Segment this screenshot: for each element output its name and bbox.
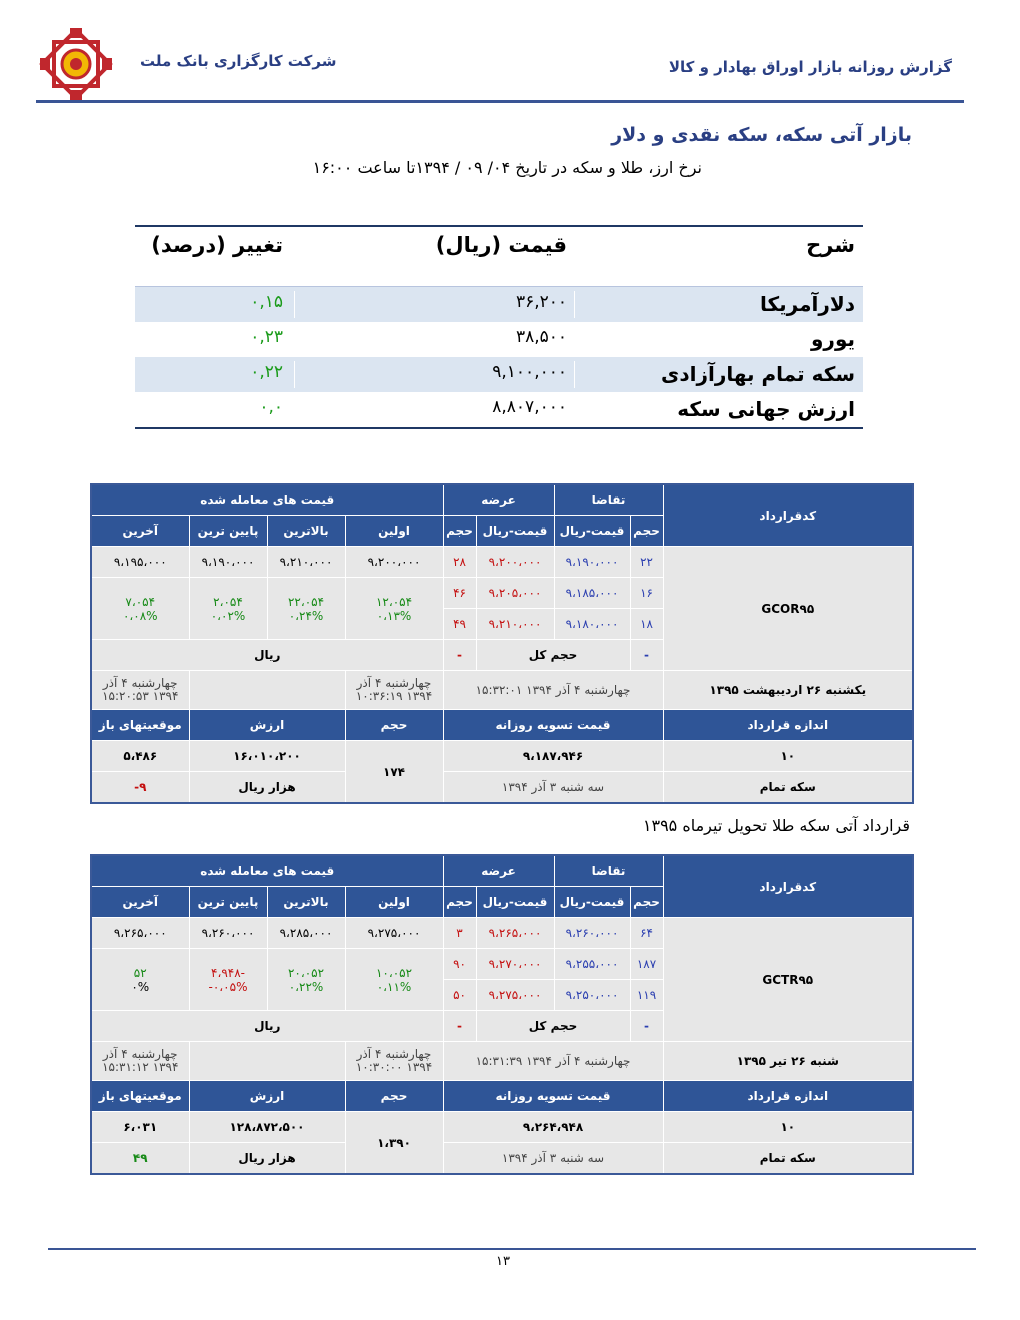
change-first: ۱۲،۰۵۴ ۰،۱۳% bbox=[345, 578, 443, 640]
row-name: دلارآمریکا bbox=[760, 292, 855, 316]
price-high: ۹،۲۸۵،۰۰۰ bbox=[267, 918, 345, 949]
contract-unit: سکه تمام bbox=[663, 772, 913, 804]
row-change: ۰,۲۲ bbox=[250, 362, 283, 382]
price-last: ۹،۲۶۵،۰۰۰ bbox=[91, 918, 189, 949]
row-change: ۰,۱۵ bbox=[250, 292, 283, 312]
orderbook-timestamp: چهارشنبه ۴ آذر ۱۳۹۴ ۱۵:۳۲:۰۱ bbox=[443, 671, 663, 710]
header-lowest: پایین ترین bbox=[189, 887, 267, 918]
total-volume-demand: - bbox=[630, 1011, 663, 1042]
header-change: تغییر (درصد) bbox=[151, 233, 283, 257]
header-description: شرح bbox=[806, 233, 855, 257]
empty-cell bbox=[189, 1042, 345, 1081]
header-supply-price: قیمت-ریال bbox=[476, 516, 554, 547]
section-title: بازار آتی سکه، سکه نقدی و دلار bbox=[611, 124, 912, 146]
total-volume-demand: - bbox=[630, 640, 663, 671]
change-last: ۷،۰۵۴ ۰،۰۸% bbox=[91, 578, 189, 640]
supply-volume: ۴۶ bbox=[443, 578, 476, 609]
demand-price: ۹،۲۶۰،۰۰۰ bbox=[554, 918, 630, 949]
traded-volume: ۱،۳۹۰ bbox=[345, 1112, 443, 1175]
summary-row bbox=[135, 322, 863, 357]
supply-volume: ۵۰ bbox=[443, 980, 476, 1011]
header-demand: تقاضا bbox=[554, 855, 663, 887]
change-first: ۱۰،۰۵۲ ۰،۱۱% bbox=[345, 949, 443, 1011]
header-last: آخرین bbox=[91, 887, 189, 918]
header-lowest: پایین ترین bbox=[189, 516, 267, 547]
header-price: قیمت (ریال) bbox=[435, 233, 567, 257]
supply-volume: ۲۸ bbox=[443, 547, 476, 578]
supply-price: ۹،۲۷۵،۰۰۰ bbox=[476, 980, 554, 1011]
row-name: سکه تمام بهارآزادی bbox=[661, 362, 855, 386]
empty-cell bbox=[189, 671, 345, 710]
delivery-date: یکشنبه ۲۶ اردیبهشت ۱۳۹۵ bbox=[663, 671, 913, 710]
header-supply: عرضه bbox=[443, 484, 554, 516]
total-volume-label: حجم کل bbox=[476, 640, 630, 671]
report-title: گزارش روزانه بازار اوراق بهادار و کالا bbox=[668, 58, 952, 76]
currency-label: ریال bbox=[91, 640, 443, 671]
header-demand-price: قیمت-ریال bbox=[554, 887, 630, 918]
change-high: ۲۰،۰۵۲ ۰،۲۲% bbox=[267, 949, 345, 1011]
price-low: ۹،۲۶۰،۰۰۰ bbox=[189, 918, 267, 949]
header-contract-code: کدقرارداد bbox=[663, 855, 913, 918]
change-low: ۲،۰۵۴ ۰،۰۲% bbox=[189, 578, 267, 640]
demand-price: ۹،۲۵۰،۰۰۰ bbox=[554, 980, 630, 1011]
demand-price: ۹،۲۵۵،۰۰۰ bbox=[554, 949, 630, 980]
price-first: ۹،۲۷۵،۰۰۰ bbox=[345, 918, 443, 949]
supply-price: ۹،۲۰۵،۰۰۰ bbox=[476, 578, 554, 609]
change-low: -۴،۹۴۸ ۰،۰۵%- bbox=[189, 949, 267, 1011]
value-unit: هزار ریال bbox=[189, 772, 345, 804]
header-demand-volume: حجم bbox=[630, 516, 663, 547]
row-name: یورو bbox=[811, 327, 855, 351]
row-price: ۸,۸۰۷,۰۰۰ bbox=[492, 397, 567, 417]
price-high: ۹،۲۱۰،۰۰۰ bbox=[267, 547, 345, 578]
price-low: ۹،۱۹۰،۰۰۰ bbox=[189, 547, 267, 578]
summary-row bbox=[135, 357, 863, 392]
row-change: ۰,۰ bbox=[259, 397, 283, 417]
header-supply-volume: حجم bbox=[443, 516, 476, 547]
total-volume-supply: - bbox=[443, 1011, 476, 1042]
contract-size: ۱۰ bbox=[663, 741, 913, 772]
header-first: اولین bbox=[345, 516, 443, 547]
header-contract-size: اندازه قرارداد bbox=[663, 1081, 913, 1112]
contract-table-gctr95 bbox=[90, 854, 914, 1175]
row-change: ۰,۲۳ bbox=[250, 327, 283, 347]
demand-volume: ۱۱۹ bbox=[630, 980, 663, 1011]
supply-volume: ۴۹ bbox=[443, 609, 476, 640]
header-supply-price: قیمت-ریال bbox=[476, 887, 554, 918]
first-timestamp: چهارشنبه ۴ آذر ۱۳۹۴ ۱۰:۳۰:۰۰ bbox=[345, 1042, 443, 1081]
settlement-date: سه شنبه ۳ آذر ۱۳۹۴ bbox=[443, 1143, 663, 1175]
footer-divider bbox=[48, 1248, 976, 1250]
supply-volume: ۳ bbox=[443, 918, 476, 949]
row-price: ۹,۱۰۰,۰۰۰ bbox=[492, 362, 567, 382]
header-contract-size: اندازه قرارداد bbox=[663, 710, 913, 741]
page-number: ۱۳ bbox=[496, 1254, 510, 1269]
total-volume-label: حجم کل bbox=[476, 1011, 630, 1042]
rates-summary-table bbox=[135, 225, 863, 429]
price-first: ۹،۲۰۰،۰۰۰ bbox=[345, 547, 443, 578]
settlement-price: ۹،۲۶۴،۹۴۸ bbox=[443, 1112, 663, 1143]
contract-table-gcor95 bbox=[90, 483, 914, 804]
demand-volume: ۶۴ bbox=[630, 918, 663, 949]
header-first: اولین bbox=[345, 887, 443, 918]
header-value: ارزش bbox=[189, 710, 345, 741]
summary-row bbox=[135, 287, 863, 322]
summary-header-row bbox=[135, 227, 863, 287]
demand-volume: ۱۶ bbox=[630, 578, 663, 609]
supply-volume: ۹۰ bbox=[443, 949, 476, 980]
header-value: ارزش bbox=[189, 1081, 345, 1112]
demand-price: ۹،۱۸۵،۰۰۰ bbox=[554, 578, 630, 609]
supply-price: ۹،۲۶۵،۰۰۰ bbox=[476, 918, 554, 949]
orderbook-timestamp: چهارشنبه ۴ آذر ۱۳۹۴ ۱۵:۳۱:۳۹ bbox=[443, 1042, 663, 1081]
total-volume-supply: - bbox=[443, 640, 476, 671]
header-volume: حجم bbox=[345, 1081, 443, 1112]
header-demand-price: قیمت-ریال bbox=[554, 516, 630, 547]
change-high: ۲۲،۰۵۴ ۰،۲۴% bbox=[267, 578, 345, 640]
demand-price: ۹،۱۸۰،۰۰۰ bbox=[554, 609, 630, 640]
traded-value: ۱۲۸،۸۷۲،۵۰۰ bbox=[189, 1112, 345, 1143]
header-demand-volume: حجم bbox=[630, 887, 663, 918]
company-name: شرکت کارگزاری بانک ملت bbox=[140, 52, 337, 70]
header-contract-code: کدقرارداد bbox=[663, 484, 913, 547]
contract-size: ۱۰ bbox=[663, 1112, 913, 1143]
header-highest: بالاترین bbox=[267, 887, 345, 918]
demand-volume: ۱۸۷ bbox=[630, 949, 663, 980]
settlement-price: ۹،۱۸۷،۹۴۶ bbox=[443, 741, 663, 772]
row-price: ۳۸,۵۰۰ bbox=[515, 327, 567, 347]
value-unit: هزار ریال bbox=[189, 1143, 345, 1175]
settlement-date: سه شنبه ۳ آذر ۱۳۹۴ bbox=[443, 772, 663, 804]
header-open-positions: موقعیتهای باز bbox=[91, 710, 189, 741]
open-positions-change: ۴۹ bbox=[91, 1143, 189, 1175]
supply-price: ۹،۲۰۰،۰۰۰ bbox=[476, 547, 554, 578]
row-name: ارزش جهانی سکه bbox=[677, 397, 855, 421]
contract-unit: سکه تمام bbox=[663, 1143, 913, 1175]
traded-value: ۱۶،۰۱۰،۲۰۰ bbox=[189, 741, 345, 772]
supply-price: ۹،۲۱۰،۰۰۰ bbox=[476, 609, 554, 640]
demand-price: ۹،۱۹۰،۰۰۰ bbox=[554, 547, 630, 578]
delivery-date: شنبه ۲۶ تیر ۱۳۹۵ bbox=[663, 1042, 913, 1081]
header-daily-settlement: قیمت تسویه روزانه bbox=[443, 710, 663, 741]
row-price: ۳۶,۲۰۰ bbox=[515, 292, 567, 312]
contract-code: GCOR۹۵ bbox=[663, 547, 913, 671]
supply-price: ۹،۲۷۰،۰۰۰ bbox=[476, 949, 554, 980]
header-volume: حجم bbox=[345, 710, 443, 741]
change-last: ۵۲ ۰% bbox=[91, 949, 189, 1011]
last-timestamp: چهارشنبه ۴ آذر ۱۳۹۴ ۱۵:۳۱:۱۲ bbox=[91, 1042, 189, 1081]
header-supply: عرضه bbox=[443, 855, 554, 887]
header-divider bbox=[36, 100, 964, 103]
summary-row bbox=[135, 392, 863, 427]
header-demand: تقاضا bbox=[554, 484, 663, 516]
rates-subtitle: نرخ ارز، طلا و سکه در تاریخ ۰۴/ ۰۹ / ۱۳۹۴تا ساعت ۱۶:۰۰ bbox=[312, 158, 702, 177]
header-traded-prices: قیمت های معامله شده bbox=[91, 855, 443, 887]
first-timestamp: چهارشنبه ۴ آذر ۱۳۹۴ ۱۰:۳۶:۱۹ bbox=[345, 671, 443, 710]
open-positions: ۵،۴۸۶ bbox=[91, 741, 189, 772]
price-last: ۹،۱۹۵،۰۰۰ bbox=[91, 547, 189, 578]
demand-volume: ۱۸ bbox=[630, 609, 663, 640]
header-open-positions: موقعیتهای باز bbox=[91, 1081, 189, 1112]
demand-volume: ۲۲ bbox=[630, 547, 663, 578]
open-positions-change: -۹ bbox=[91, 772, 189, 804]
header-last: آخرین bbox=[91, 516, 189, 547]
contract2-caption: قرارداد آتی سکه طلا تحویل تیرماه ۱۳۹۵ bbox=[642, 816, 910, 835]
currency-label: ریال bbox=[91, 1011, 443, 1042]
last-timestamp: چهارشنبه ۴ آذر ۱۳۹۴ ۱۵:۲۰:۵۳ bbox=[91, 671, 189, 710]
contract-code: GCTR۹۵ bbox=[663, 918, 913, 1042]
open-positions: ۶،۰۳۱ bbox=[91, 1112, 189, 1143]
header-traded-prices: قیمت های معامله شده bbox=[91, 484, 443, 516]
bank-mellat-logo bbox=[38, 28, 114, 100]
traded-volume: ۱۷۴ bbox=[345, 741, 443, 804]
header-supply-volume: حجم bbox=[443, 887, 476, 918]
header-highest: بالاترین bbox=[267, 516, 345, 547]
header-daily-settlement: قیمت تسویه روزانه bbox=[443, 1081, 663, 1112]
